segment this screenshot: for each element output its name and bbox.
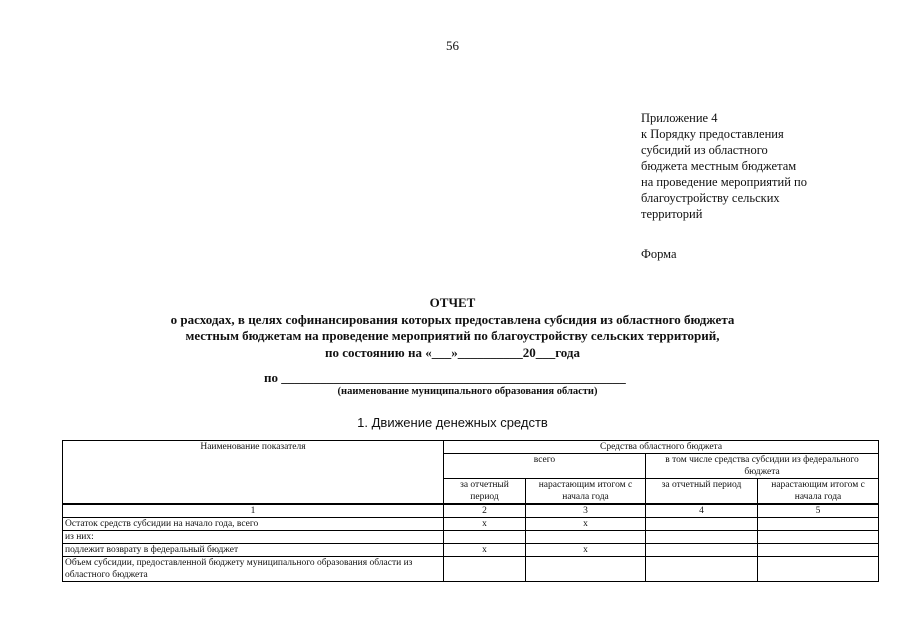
cell-period-fed[interactable] <box>646 557 758 582</box>
table-row <box>63 557 879 582</box>
cell-period[interactable] <box>444 557 526 582</box>
header-period-fed: за отчетный период <box>646 479 758 505</box>
form-label: Форма <box>641 247 677 261</box>
appendix-line: бюджета местным бюджетам <box>641 159 797 173</box>
row-label: подлежит возврату в федеральный бюджет <box>63 544 444 557</box>
column-number: 2 <box>444 504 526 518</box>
cell-period-fed[interactable] <box>646 518 758 531</box>
cell-period-fed[interactable] <box>646 544 758 557</box>
appendix-line: к Порядку предоставления <box>641 127 784 141</box>
report-subtitle-line: местным бюджетам на проведение мероприятий по благоустройству сельских территорий, <box>185 328 720 343</box>
cell-period-fed[interactable] <box>646 531 758 544</box>
header-cumulative-fed: нарастающим итогом с начала года <box>758 479 879 505</box>
municipality-hint: (наименование муниципального образования области) <box>337 386 598 397</box>
table-row <box>63 544 879 557</box>
cell-cumulative[interactable]: х <box>526 518 646 531</box>
cell-cumulative[interactable] <box>526 557 646 582</box>
appendix-line: на проведение мероприятий по <box>641 175 807 189</box>
appendix-line: территорий <box>641 207 703 221</box>
cell-cumulative[interactable] <box>526 531 646 544</box>
row-label: Объем субсидии, предоставленной бюджету муниципального образования области из областного бюджета <box>63 557 444 582</box>
column-number: 4 <box>646 504 758 518</box>
header-cumulative: нарастающим итогом с начала года <box>526 479 646 505</box>
column-number: 1 <box>63 504 444 518</box>
table-row <box>63 518 879 531</box>
report-date-line: по состоянию на «___»__________20___года <box>325 344 580 360</box>
appendix-note <box>641 110 871 222</box>
appendix-line: субсидий из областного <box>641 143 768 157</box>
column-number: 5 <box>758 504 879 518</box>
header-total: всего <box>444 454 646 479</box>
cell-cumulative-fed[interactable] <box>758 518 879 531</box>
header-indicator: Наименование показателя <box>63 441 444 505</box>
report-title-block <box>0 295 905 361</box>
cell-cumulative-fed[interactable] <box>758 557 879 582</box>
cash-flow-table <box>62 440 879 582</box>
table-row <box>63 531 879 544</box>
report-subtitle-line: о расходах, в целях софинансирования которых предоставлена субсидия из областного бюджета <box>170 311 735 327</box>
cell-cumulative[interactable]: х <box>526 544 646 557</box>
cell-period[interactable]: х <box>444 544 526 557</box>
column-numbers-row <box>63 504 879 518</box>
row-label: из них: <box>63 531 444 544</box>
cell-period[interactable] <box>444 531 526 544</box>
header-regional-funds: Средства областного бюджета <box>444 441 879 454</box>
cell-period[interactable]: х <box>444 518 526 531</box>
header-period: за отчетный период <box>444 479 526 505</box>
row-label: Остаток средств субсидии на начало года, всего <box>63 518 444 531</box>
appendix-line: благоустройству сельских <box>641 191 780 205</box>
header-federal-incl: в том числе средства субсидии из федерального бюджета <box>646 454 879 479</box>
municipality-line: по _____________________________________________________ <box>264 370 626 385</box>
appendix-line: Приложение 4 <box>641 111 718 125</box>
cell-cumulative-fed[interactable] <box>758 531 879 544</box>
column-number: 3 <box>526 504 646 518</box>
cell-cumulative-fed[interactable] <box>758 544 879 557</box>
section-title: 1. Движение денежных средств <box>357 415 548 430</box>
page-number: 56 <box>446 38 459 53</box>
report-heading: ОТЧЕТ <box>429 295 476 310</box>
